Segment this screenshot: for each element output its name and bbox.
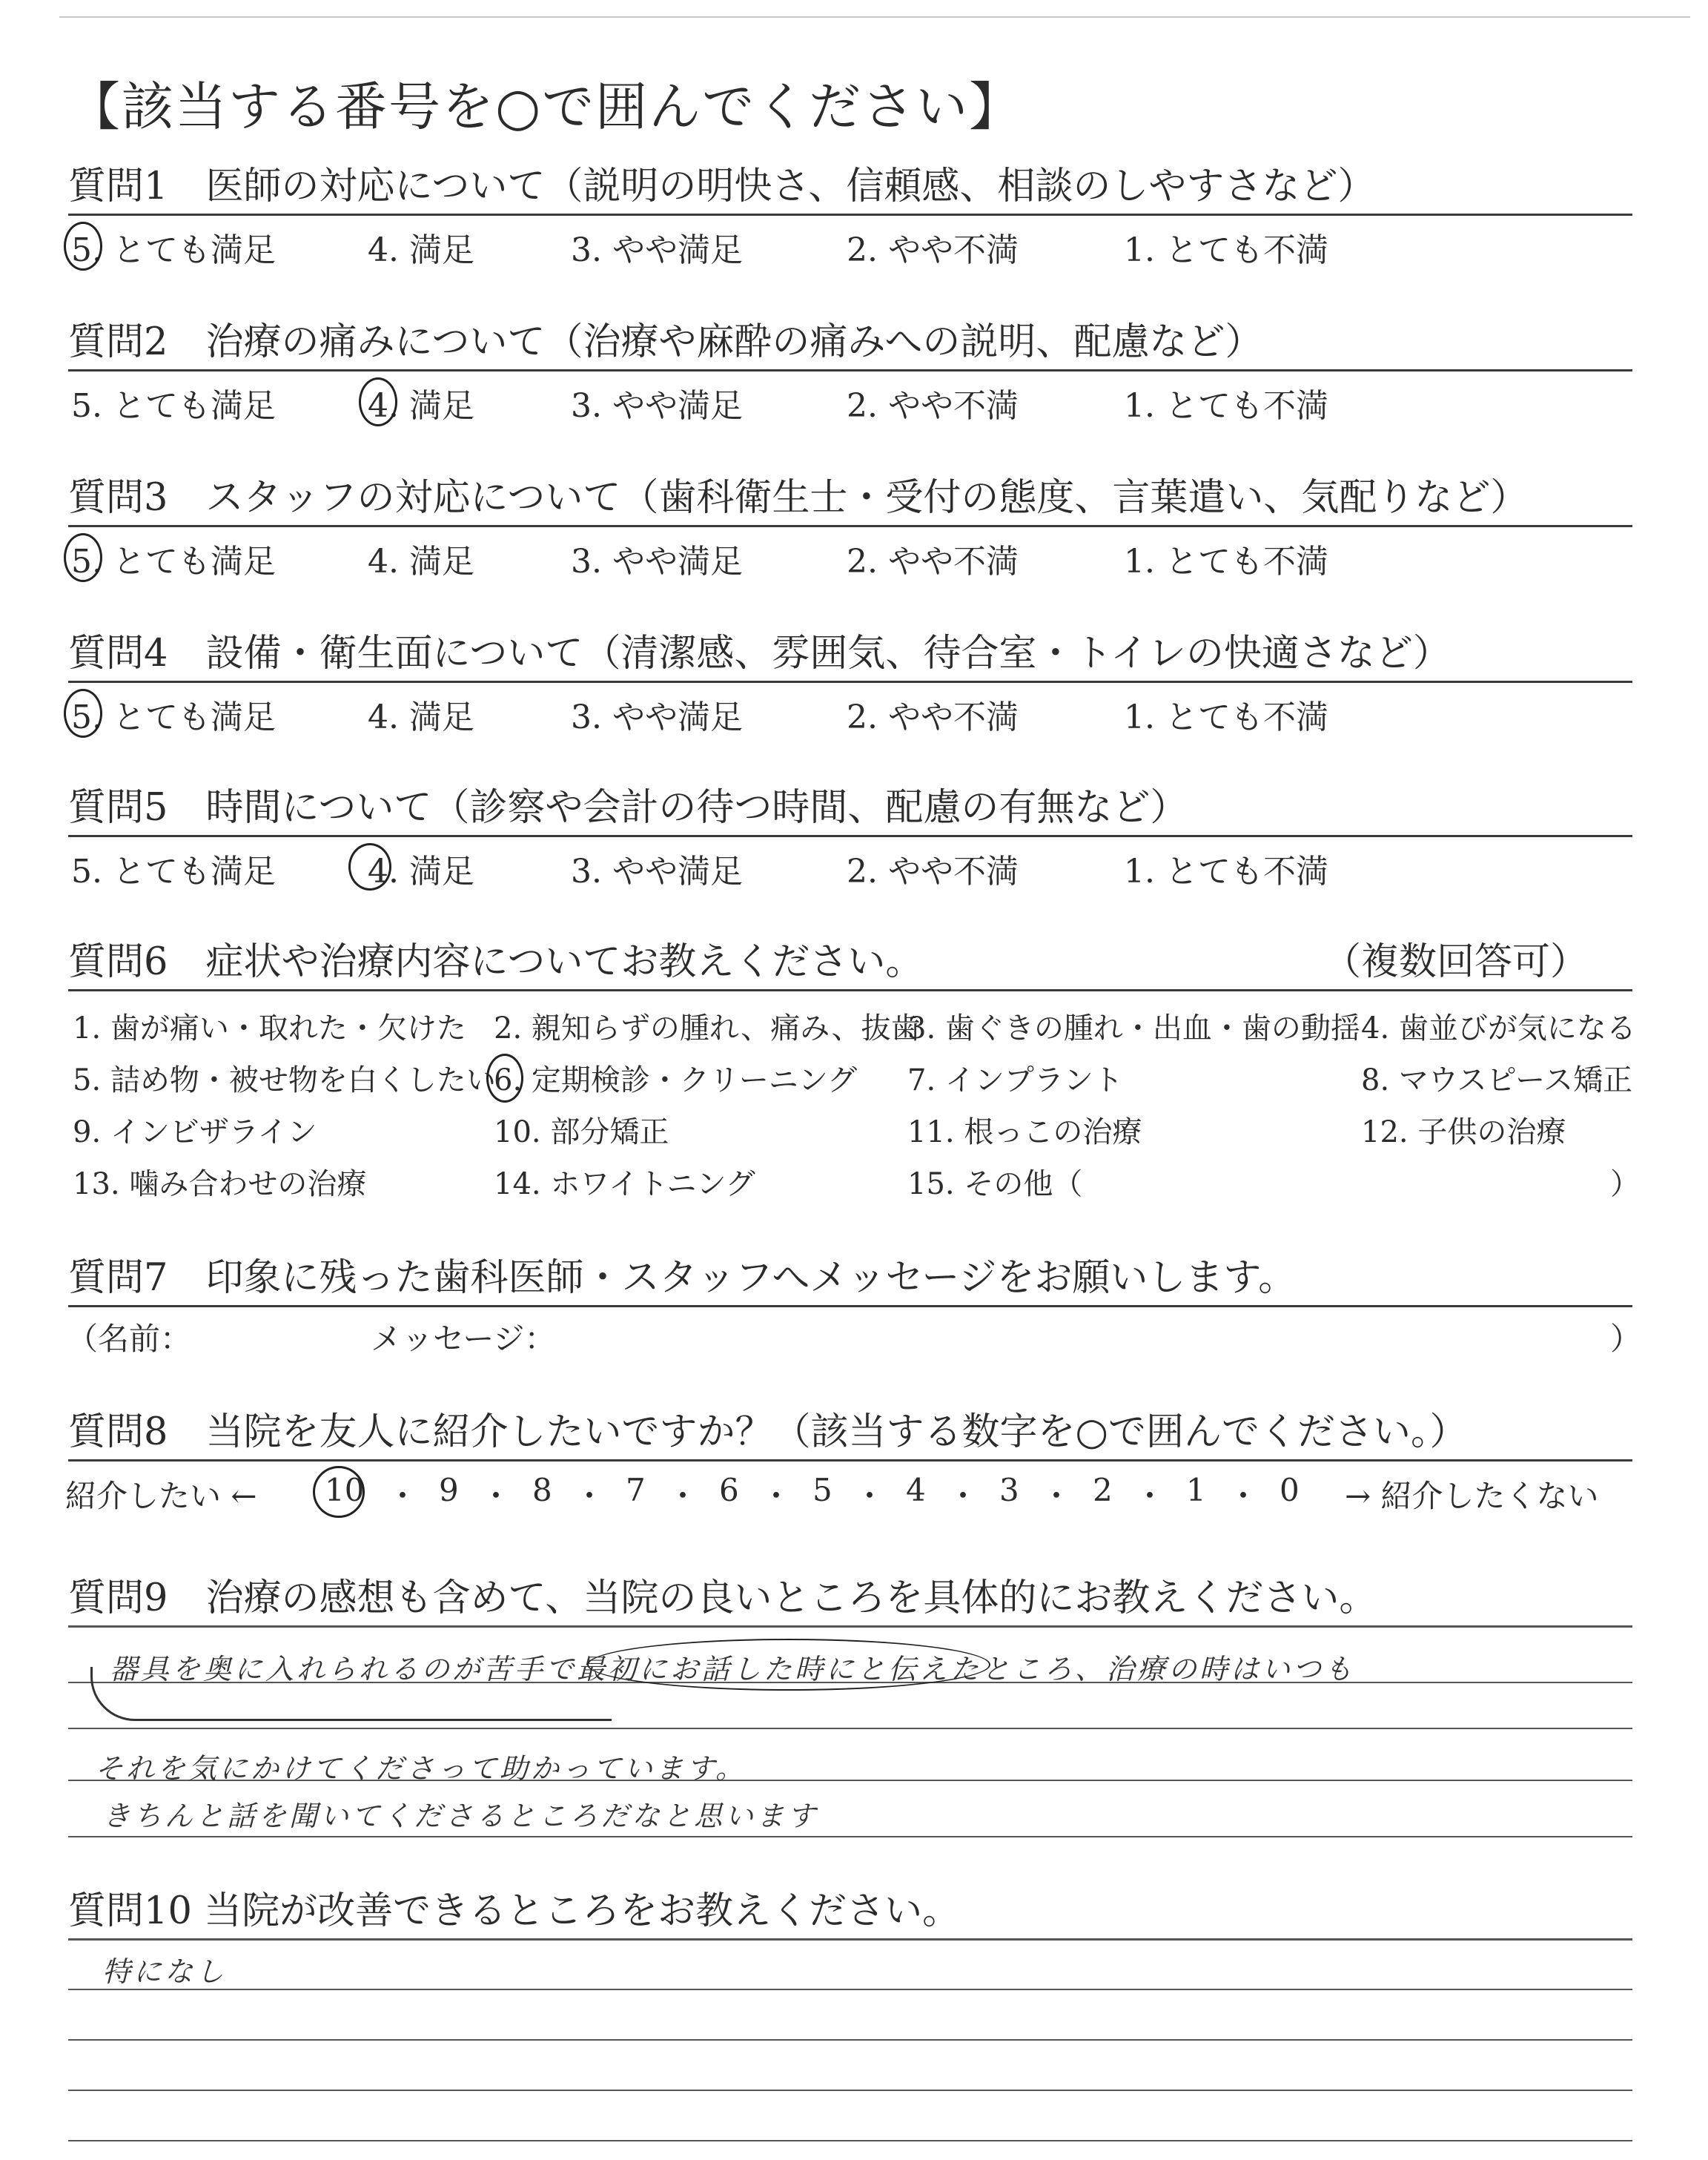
- scale-dot: ・: [947, 1478, 979, 1514]
- scale-value[interactable]: 2: [1093, 1472, 1113, 1508]
- scale-dot: ・: [1134, 1478, 1166, 1514]
- option-3[interactable]: 3. やや満足: [571, 387, 743, 425]
- question-title: 質問3 スタッフの対応について（歯科衛生士・受付の態度、言葉遣い、気配りなど）: [68, 476, 1529, 520]
- question-title: 質問7 印象に残った歯科医師・スタッフへメッセージをお願いします。: [68, 1256, 1297, 1300]
- question-2: [68, 316, 1632, 425]
- question-title: 質問10 当院が改善できるところをお教えください。: [68, 1889, 961, 1933]
- scale-dot: ・: [387, 1478, 419, 1514]
- answer-circle: [64, 222, 102, 271]
- multiple-answers-note: （複数回答可）: [1323, 940, 1588, 984]
- options-row: [68, 683, 1632, 736]
- option-4[interactable]: 4. 満足: [368, 387, 474, 425]
- message-row: [67, 1307, 1642, 1361]
- question-4: [68, 627, 1632, 736]
- symptom-item[interactable]: 8. マウスピース矯正: [1361, 1063, 1633, 1097]
- question-3: [68, 472, 1632, 581]
- symptom-item[interactable]: 9. インビザライン: [73, 1115, 317, 1149]
- scale-dot: ・: [480, 1478, 512, 1514]
- option-4[interactable]: 4. 満足: [368, 853, 474, 891]
- question-1: [68, 160, 1632, 269]
- scale-right-label: → 紹介したくない: [1345, 1478, 1599, 1514]
- question-title: 質問2 治療の痛みについて（治療や麻酔の痛みへの説明、配慮など）: [68, 320, 1263, 364]
- option-4[interactable]: 4. 満足: [368, 231, 474, 269]
- answer-circle: [313, 1466, 365, 1518]
- answer-line: [68, 2039, 1632, 2041]
- answer-line: [68, 1989, 1632, 1990]
- options-row: [68, 371, 1632, 425]
- answer-circle: [359, 377, 397, 426]
- option-5[interactable]: 5. とても満足: [71, 387, 276, 425]
- option-2[interactable]: 2. やや不満: [847, 698, 1019, 736]
- option-1[interactable]: 1. とても不満: [1124, 387, 1328, 425]
- referral-scale: [65, 1462, 1632, 1521]
- option-3[interactable]: 3. やや満足: [571, 698, 743, 736]
- option-3[interactable]: 3. やや満足: [571, 543, 743, 581]
- options-row: [68, 837, 1632, 891]
- symptom-grid: [68, 991, 1640, 1221]
- question-10: [68, 1885, 1632, 2152]
- answer-line: [68, 1625, 1632, 1628]
- question-title: 質問9 治療の感想も含めて、当院の良いところを具体的にお教えください。: [68, 1576, 1377, 1620]
- question-title-text: 質問6 症状や治療内容についてお教えください。: [68, 940, 924, 984]
- option-3[interactable]: 3. やや満足: [571, 231, 743, 269]
- symptom-item[interactable]: 7. インプラント: [907, 1063, 1123, 1097]
- symptom-item[interactable]: 11. 根っこの治療: [907, 1115, 1142, 1149]
- answer-line: [68, 1836, 1632, 1837]
- handwritten-answer-line: それを気にかけてくださって助かっています。: [95, 1752, 747, 1785]
- answer-circle: [64, 533, 102, 582]
- answer-line: [68, 2090, 1632, 2091]
- answer-circle: [486, 1054, 523, 1103]
- scale-dot: ・: [667, 1478, 699, 1514]
- question-7: [67, 1252, 1642, 1361]
- answer-circle: [64, 689, 102, 738]
- option-4[interactable]: 4. 満足: [368, 543, 474, 581]
- symptom-item[interactable]: 4. 歯並びが気になる: [1361, 1011, 1636, 1046]
- scale-value[interactable]: 10: [325, 1472, 365, 1508]
- question-8: [65, 1406, 1632, 1521]
- answer-line: [68, 1728, 1632, 1729]
- other-close-paren: ）: [1610, 1167, 1640, 1201]
- option-2[interactable]: 2. やや不満: [847, 853, 1019, 891]
- question-title: 質問8 当院を友人に紹介したいですか？（該当する数字を○で囲んでください。）: [68, 1410, 1468, 1454]
- question-6: [68, 936, 1640, 1221]
- options-row: [68, 216, 1632, 269]
- top-border: [59, 16, 1690, 18]
- option-2[interactable]: 2. やや不満: [847, 231, 1019, 269]
- scale-value[interactable]: 9: [439, 1472, 459, 1508]
- symptom-item[interactable]: 6. 定期検診・クリーニング: [494, 1063, 858, 1097]
- scale-value[interactable]: 4: [906, 1472, 926, 1508]
- scale-value[interactable]: 1: [1186, 1472, 1206, 1508]
- answer-line: [68, 2140, 1632, 2141]
- symptom-item[interactable]: 12. 子供の治療: [1361, 1115, 1566, 1149]
- scale-value[interactable]: 8: [532, 1472, 552, 1508]
- scale-value[interactable]: 7: [626, 1472, 646, 1508]
- option-4[interactable]: 4. 満足: [368, 698, 474, 736]
- symptom-item[interactable]: 2. 親知らずの腫れ、痛み、抜歯: [494, 1011, 921, 1046]
- option-1[interactable]: 1. とても不満: [1124, 543, 1328, 581]
- symptom-item[interactable]: 10. 部分矯正: [494, 1115, 669, 1149]
- options-row: [68, 527, 1632, 581]
- scale-value[interactable]: 3: [999, 1472, 1019, 1508]
- symptom-item[interactable]: 5. 詰め物・被せ物を白くしたい: [73, 1063, 496, 1097]
- scale-dot: ・: [761, 1478, 792, 1514]
- symptom-item[interactable]: 15. その他（: [907, 1167, 1083, 1201]
- option-2[interactable]: 2. やや不満: [847, 387, 1019, 425]
- option-3[interactable]: 3. やや満足: [571, 853, 743, 891]
- handwritten-answer-line: きちんと話を聞いてくださるところだなと思います: [102, 1800, 819, 1832]
- question-title: 質問1 医師の対応について（説明の明快さ、信頼感、相談のしやすさなど）: [68, 165, 1376, 208]
- option-5[interactable]: 5. とても満足: [71, 853, 276, 891]
- option-5[interactable]: 5. とても満足: [71, 543, 276, 581]
- symptom-item[interactable]: 1. 歯が痛い・取れた・欠けた: [73, 1011, 466, 1046]
- symptom-item[interactable]: 3. 歯ぐきの腫れ・出血・歯の動揺: [907, 1011, 1360, 1046]
- scale-dot: ・: [854, 1478, 886, 1514]
- scale-value[interactable]: 6: [719, 1472, 739, 1508]
- handwritten-answer: 特になし: [102, 1955, 228, 1988]
- handwritten-answer-line: 器具を奥に入れられるのが苦手で最初にお話した時にと伝えたところ、治療の時はいつも: [110, 1653, 1356, 1685]
- scale-dot: ・: [1228, 1478, 1260, 1514]
- scale-left-label: 紹介したい ←: [65, 1478, 257, 1514]
- message-label: メッセージ：: [371, 1321, 556, 1357]
- symptom-item[interactable]: 14. ホワイトニング: [494, 1167, 755, 1201]
- option-1[interactable]: 1. とても不満: [1124, 231, 1328, 269]
- answer-line: [68, 1938, 1632, 1941]
- message-close-paren: ）: [1610, 1321, 1642, 1357]
- question-5: [68, 782, 1632, 891]
- scale-dot: ・: [1041, 1478, 1073, 1514]
- symptom-item[interactable]: 13. 噛み合わせの治療: [73, 1167, 367, 1201]
- option-2[interactable]: 2. やや不満: [847, 543, 1019, 581]
- option-5[interactable]: 5. とても満足: [71, 698, 276, 736]
- name-label: （名前：: [67, 1321, 192, 1357]
- handwritten-underline: [90, 1667, 612, 1721]
- question-9: [68, 1572, 1632, 1846]
- handwritten-circle: [587, 1639, 990, 1691]
- option-5[interactable]: 5. とても満足: [71, 231, 276, 269]
- answer-circle: [348, 843, 391, 891]
- option-1[interactable]: 1. とても不満: [1124, 853, 1328, 891]
- question-title: [68, 936, 1632, 989]
- scale-dot: ・: [574, 1478, 606, 1514]
- question-title: 質問5 時間について（診察や会計の待つ時間、配慮の有無など）: [68, 786, 1188, 830]
- question-title: 質問4 設備・衛生面について（清潔感、雰囲気、待合室・トイレの快適さなど）: [68, 632, 1451, 676]
- option-1[interactable]: 1. とても不満: [1124, 698, 1328, 736]
- page-heading: 【該当する番号を○で囲んでください】: [68, 76, 1023, 137]
- scale-value[interactable]: 0: [1280, 1472, 1300, 1508]
- scale-value[interactable]: 5: [812, 1472, 833, 1508]
